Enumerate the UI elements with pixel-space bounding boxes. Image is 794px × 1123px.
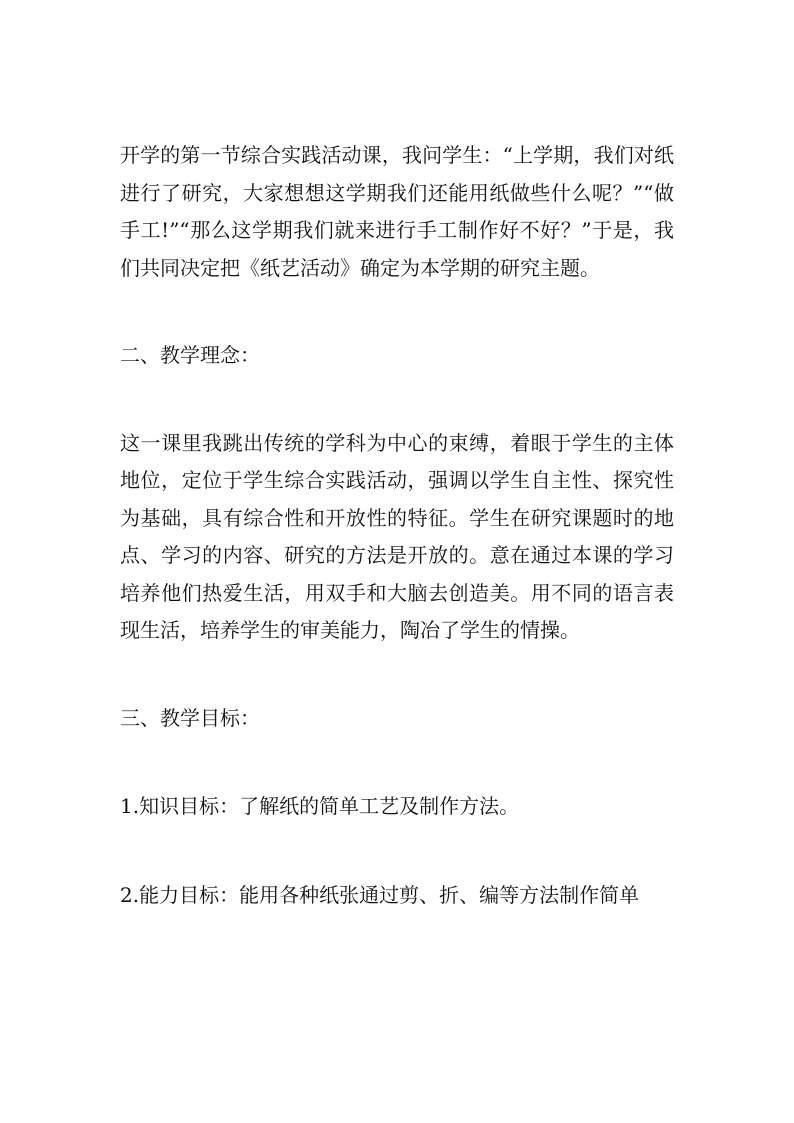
- objective-ability: 2.能力目标：能用各种纸张通过剪、折、编等方法制作简单: [120, 882, 640, 907]
- section-heading-teaching-philosophy: 二、教学理念：: [120, 343, 260, 367]
- intro-paragraph: 开学的第一节综合实践活动课，我问学生：“上学期，我们对纸进行了研究，大家想想这学期我们还能用纸做些什么呢？”“做手工!”“那么这学期我们就来进行手工制作好不好？”于是，我们共同决定把《纸艺活动》确定为本学期的研究主题。: [120, 143, 674, 280]
- teaching-philosophy-paragraph: 这一课里我跳出传统的学科为中心的束缚，着眼于学生的主体地位，定位于学生综合实践活动，强调以学生自主性、探究性为基础，具有综合性和开放性的特征。学生在研究课题时的地点、学习的内容、研究的方法是开放的。意在通过本课的学习培养他们热爱生活，用双手和大脑去创造美。用不同的语言表现生活，培养学生的审美能力，陶冶了学生的情操。: [120, 430, 674, 642]
- section-heading-teaching-objectives: 三、教学目标：: [120, 705, 260, 730]
- document-body: [120, 137, 674, 914]
- objective-knowledge: 1.知识目标：了解纸的简单工艺及制作方法。: [120, 794, 520, 818]
